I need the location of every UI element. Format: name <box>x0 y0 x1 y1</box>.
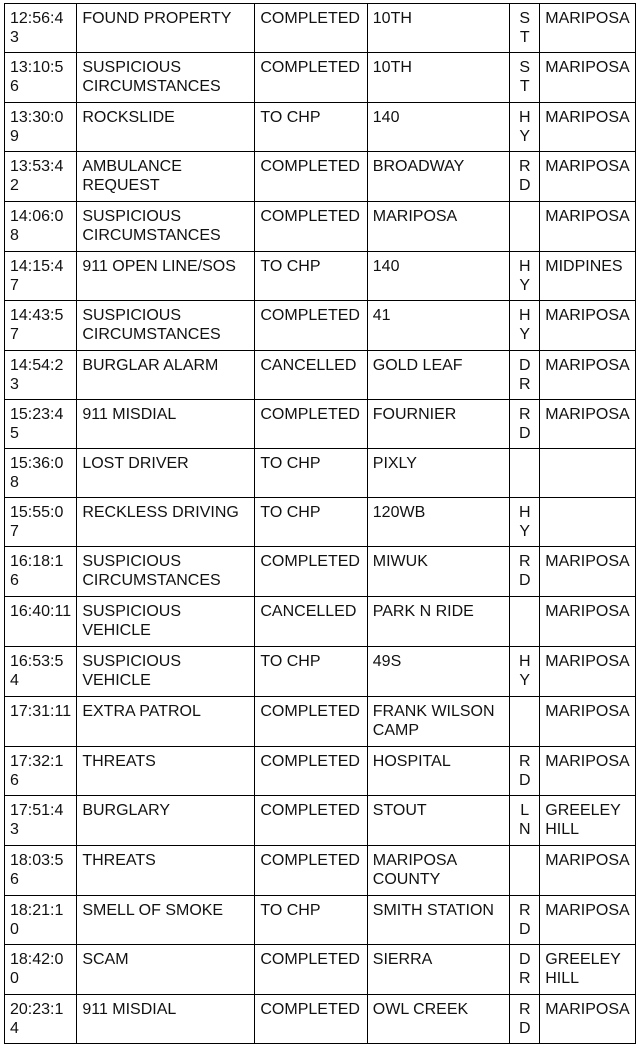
table-row <box>5 400 636 449</box>
time-cell: 20:23:14 <box>5 995 77 1044</box>
time-cell: 16:18:16 <box>5 547 77 597</box>
city-cell: MARIPOSA <box>540 301 636 351</box>
street-suffix-cell: HY <box>510 103 540 152</box>
disposition-cell: COMPLETED <box>255 301 367 351</box>
disposition-cell: COMPLETED <box>255 202 367 252</box>
call-type-cell: SUSPICIOUS CIRCUMSTANCES <box>77 547 255 597</box>
disposition-cell: TO CHP <box>255 252 367 301</box>
disposition-cell: COMPLETED <box>255 152 367 202</box>
disposition-cell: COMPLETED <box>255 4 367 53</box>
call-type-cell: AMBULANCE REQUEST <box>77 152 255 202</box>
street-cell: 10TH <box>367 4 509 53</box>
table-row <box>5 449 636 498</box>
street-suffix-cell: ST <box>510 4 540 53</box>
table-row <box>5 498 636 547</box>
street-cell: MARIPOSA <box>367 202 509 252</box>
street-suffix-cell: HY <box>510 498 540 547</box>
city-cell: MARIPOSA <box>540 697 636 747</box>
disposition-cell: TO CHP <box>255 498 367 547</box>
table-row <box>5 647 636 697</box>
time-cell: 13:30:09 <box>5 103 77 152</box>
street-cell: 120WB <box>367 498 509 547</box>
street-cell: 49S <box>367 647 509 697</box>
city-cell: MARIPOSA <box>540 4 636 53</box>
disposition-cell: COMPLETED <box>255 995 367 1044</box>
disposition-cell: COMPLETED <box>255 796 367 846</box>
disposition-cell: COMPLETED <box>255 53 367 103</box>
table-row <box>5 697 636 747</box>
call-type-cell: THREATS <box>77 846 255 896</box>
street-suffix-cell: LN <box>510 796 540 846</box>
table-row <box>5 252 636 301</box>
street-suffix-cell: RD <box>510 152 540 202</box>
street-suffix-cell: RD <box>510 747 540 796</box>
street-cell: SMITH STATION <box>367 896 509 945</box>
table-row <box>5 301 636 351</box>
table-row <box>5 202 636 252</box>
street-suffix-cell: RD <box>510 995 540 1044</box>
time-cell: 17:51:43 <box>5 796 77 846</box>
city-cell: MARIPOSA <box>540 747 636 796</box>
call-type-cell: SUSPICIOUS CIRCUMSTANCES <box>77 301 255 351</box>
time-cell: 14:15:47 <box>5 252 77 301</box>
city-cell <box>540 449 636 498</box>
time-cell: 18:42:00 <box>5 945 77 995</box>
city-cell: GREELEY HILL <box>540 796 636 846</box>
street-cell: 10TH <box>367 53 509 103</box>
table-row <box>5 53 636 103</box>
street-cell: MIWUK <box>367 547 509 597</box>
call-type-cell: BURGLARY <box>77 796 255 846</box>
time-cell: 13:10:56 <box>5 53 77 103</box>
table-row <box>5 152 636 202</box>
street-suffix-cell: RD <box>510 400 540 449</box>
street-cell: FOURNIER <box>367 400 509 449</box>
disposition-cell: COMPLETED <box>255 400 367 449</box>
street-cell: HOSPITAL <box>367 747 509 796</box>
time-cell: 18:21:10 <box>5 896 77 945</box>
city-cell: MARIPOSA <box>540 647 636 697</box>
time-cell: 15:23:45 <box>5 400 77 449</box>
time-cell: 15:55:07 <box>5 498 77 547</box>
disposition-cell: CANCELLED <box>255 597 367 647</box>
table-row <box>5 995 636 1044</box>
street-cell: SIERRA <box>367 945 509 995</box>
city-cell: MARIPOSA <box>540 351 636 400</box>
table-row <box>5 896 636 945</box>
disposition-cell: TO CHP <box>255 896 367 945</box>
call-type-cell: BURGLAR ALARM <box>77 351 255 400</box>
city-cell: MARIPOSA <box>540 995 636 1044</box>
table-row <box>5 945 636 995</box>
street-suffix-cell: ST <box>510 53 540 103</box>
call-type-cell: SUSPICIOUS VEHICLE <box>77 597 255 647</box>
table-row <box>5 796 636 846</box>
street-suffix-cell: DR <box>510 351 540 400</box>
city-cell: MARIPOSA <box>540 103 636 152</box>
city-cell: MARIPOSA <box>540 53 636 103</box>
time-cell: 17:32:16 <box>5 747 77 796</box>
street-cell: MARIPOSA COUNTY <box>367 846 509 896</box>
street-cell: BROADWAY <box>367 152 509 202</box>
disposition-cell: COMPLETED <box>255 747 367 796</box>
time-cell: 14:43:57 <box>5 301 77 351</box>
time-cell: 17:31:11 <box>5 697 77 747</box>
disposition-cell: COMPLETED <box>255 846 367 896</box>
street-cell: 140 <box>367 103 509 152</box>
time-cell: 15:36:08 <box>5 449 77 498</box>
table-row <box>5 597 636 647</box>
street-cell: 41 <box>367 301 509 351</box>
time-cell: 13:53:42 <box>5 152 77 202</box>
time-cell: 14:06:08 <box>5 202 77 252</box>
call-type-cell: EXTRA PATROL <box>77 697 255 747</box>
call-type-cell: SUSPICIOUS VEHICLE <box>77 647 255 697</box>
city-cell: MARIPOSA <box>540 896 636 945</box>
call-type-cell: SMELL OF SMOKE <box>77 896 255 945</box>
time-cell: 12:56:43 <box>5 4 77 53</box>
street-cell: FRANK WILSON CAMP <box>367 697 509 747</box>
call-type-cell: SUSPICIOUS CIRCUMSTANCES <box>77 53 255 103</box>
call-type-cell: SUSPICIOUS CIRCUMSTANCES <box>77 202 255 252</box>
table-row <box>5 351 636 400</box>
street-cell: OWL CREEK <box>367 995 509 1044</box>
call-type-cell: RECKLESS DRIVING <box>77 498 255 547</box>
time-cell: 18:03:56 <box>5 846 77 896</box>
call-type-cell: 911 MISDIAL <box>77 995 255 1044</box>
call-type-cell: ROCKSLIDE <box>77 103 255 152</box>
call-log-table <box>4 3 636 1044</box>
time-cell: 16:53:54 <box>5 647 77 697</box>
disposition-cell: TO CHP <box>255 103 367 152</box>
disposition-cell: TO CHP <box>255 449 367 498</box>
street-suffix-cell <box>510 597 540 647</box>
street-suffix-cell: DR <box>510 945 540 995</box>
street-cell: 140 <box>367 252 509 301</box>
table-row <box>5 747 636 796</box>
city-cell: MARIPOSA <box>540 597 636 647</box>
street-suffix-cell <box>510 449 540 498</box>
call-type-cell: SCAM <box>77 945 255 995</box>
table-row <box>5 4 636 53</box>
city-cell: MARIPOSA <box>540 547 636 597</box>
table-row <box>5 547 636 597</box>
street-suffix-cell <box>510 697 540 747</box>
call-type-cell: THREATS <box>77 747 255 796</box>
street-cell: PARK N RIDE <box>367 597 509 647</box>
call-log-body <box>5 4 636 1044</box>
street-suffix-cell <box>510 202 540 252</box>
city-cell: MARIPOSA <box>540 846 636 896</box>
street-suffix-cell: HY <box>510 647 540 697</box>
city-cell: MARIPOSA <box>540 400 636 449</box>
disposition-cell: COMPLETED <box>255 945 367 995</box>
city-cell: MARIPOSA <box>540 152 636 202</box>
city-cell: MARIPOSA <box>540 202 636 252</box>
call-type-cell: 911 MISDIAL <box>77 400 255 449</box>
city-cell: GREELEY HILL <box>540 945 636 995</box>
street-cell: PIXLY <box>367 449 509 498</box>
street-suffix-cell: HY <box>510 252 540 301</box>
street-suffix-cell: RD <box>510 896 540 945</box>
city-cell <box>540 498 636 547</box>
disposition-cell: COMPLETED <box>255 697 367 747</box>
time-cell: 14:54:23 <box>5 351 77 400</box>
table-row <box>5 103 636 152</box>
time-cell: 16:40:11 <box>5 597 77 647</box>
street-cell: STOUT <box>367 796 509 846</box>
street-suffix-cell: RD <box>510 547 540 597</box>
disposition-cell: TO CHP <box>255 647 367 697</box>
call-type-cell: 911 OPEN LINE/SOS <box>77 252 255 301</box>
call-type-cell: LOST DRIVER <box>77 449 255 498</box>
street-cell: GOLD LEAF <box>367 351 509 400</box>
city-cell: MIDPINES <box>540 252 636 301</box>
street-suffix-cell: HY <box>510 301 540 351</box>
disposition-cell: COMPLETED <box>255 547 367 597</box>
disposition-cell: CANCELLED <box>255 351 367 400</box>
call-type-cell: FOUND PROPERTY <box>77 4 255 53</box>
